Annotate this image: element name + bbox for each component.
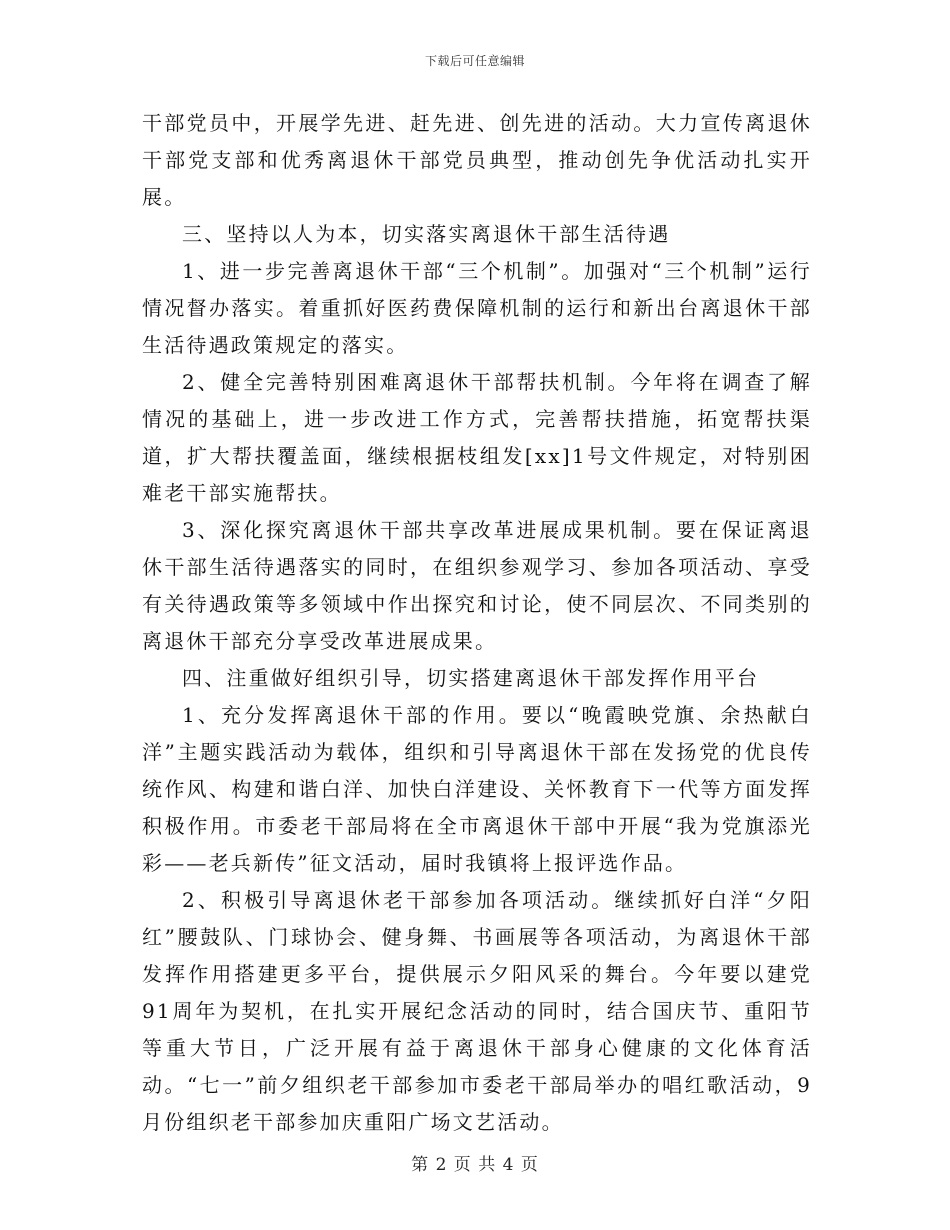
document-body: [142, 105, 812, 1141]
page-header: 下载后可任意编辑: [424, 54, 525, 68]
paragraph-item-3-1: 1、进一步完善离退休干部“三个机制”。加强对“三个机制”运行情况督办落实。着重抓好医药费保障机制的运行和新出台离退休干部生活待遇政策规定的落实。: [142, 259, 812, 357]
section-heading-four: 四、注重做好组织引导，切实搭建离退休干部发挥作用平台: [182, 666, 760, 690]
page-number-footer: 第 2 页 共 4 页: [411, 1155, 539, 1175]
paragraph-item-3-2: 2、健全完善特别困难离退休干部帮扶机制。今年将在调查了解情况的基础上，进一步改进工作方式，完善帮扶措施，拓宽帮扶渠道，扩大帮扶覆盖面，继续根据枝组发[xx]1号文件规定，对特别困难老干部实施帮扶。: [142, 370, 812, 505]
paragraph-continuation: 干部党员中，开展学先进、赶先进、创先进的活动。大力宣传离退休干部党支部和优秀离退休干部党员典型，推动创先争优活动扎实开展。: [142, 111, 812, 209]
paragraph-item-4-2: 2、积极引导离退休老干部参加各项活动。继续抓好白洋“夕阳红”腰鼓队、门球协会、健身舞、书画展等各项活动，为离退休干部发挥作用搭建更多平台，提供展示夕阳风采的舞台。今年要以建党91周年为契机，在扎实开展纪念活动的同时，结合国庆节、重阳节等重大节日，广泛开展有益于离退休干部身心健康的文化体育活动。“七一”前夕组织老干部参加市委老干部局举办的唱红歌活动，9月份组织老干部参加庆重阳广场文艺活动。: [142, 888, 812, 1134]
section-heading-three: 三、坚持以人为本，切实落实离退休干部生活待遇: [182, 222, 671, 246]
paragraph-item-3-3: 3、深化探究离退休干部共享改革进展成果机制。要在保证离退休干部生活待遇落实的同时，在组织参观学习、参加各项活动、享受有关待遇政策等多领域中作出探究和讨论，使不同层次、不同类别的离退休干部充分享受改革进展成果。: [142, 518, 812, 653]
paragraph-item-4-1: 1、充分发挥离退休干部的作用。要以“晚霞映党旗、余热献白洋”主题实践活动为载体，组织和引导离退休干部在发扬党的优良传统作风、构建和谐白洋、加快白洋建设、关怀教育下一代等方面发挥积极作用。市委老干部局将在全市离退休干部中开展“我为党旗添光彩——老兵新传”征文活动，届时我镇将上报评选作品。: [142, 703, 812, 875]
